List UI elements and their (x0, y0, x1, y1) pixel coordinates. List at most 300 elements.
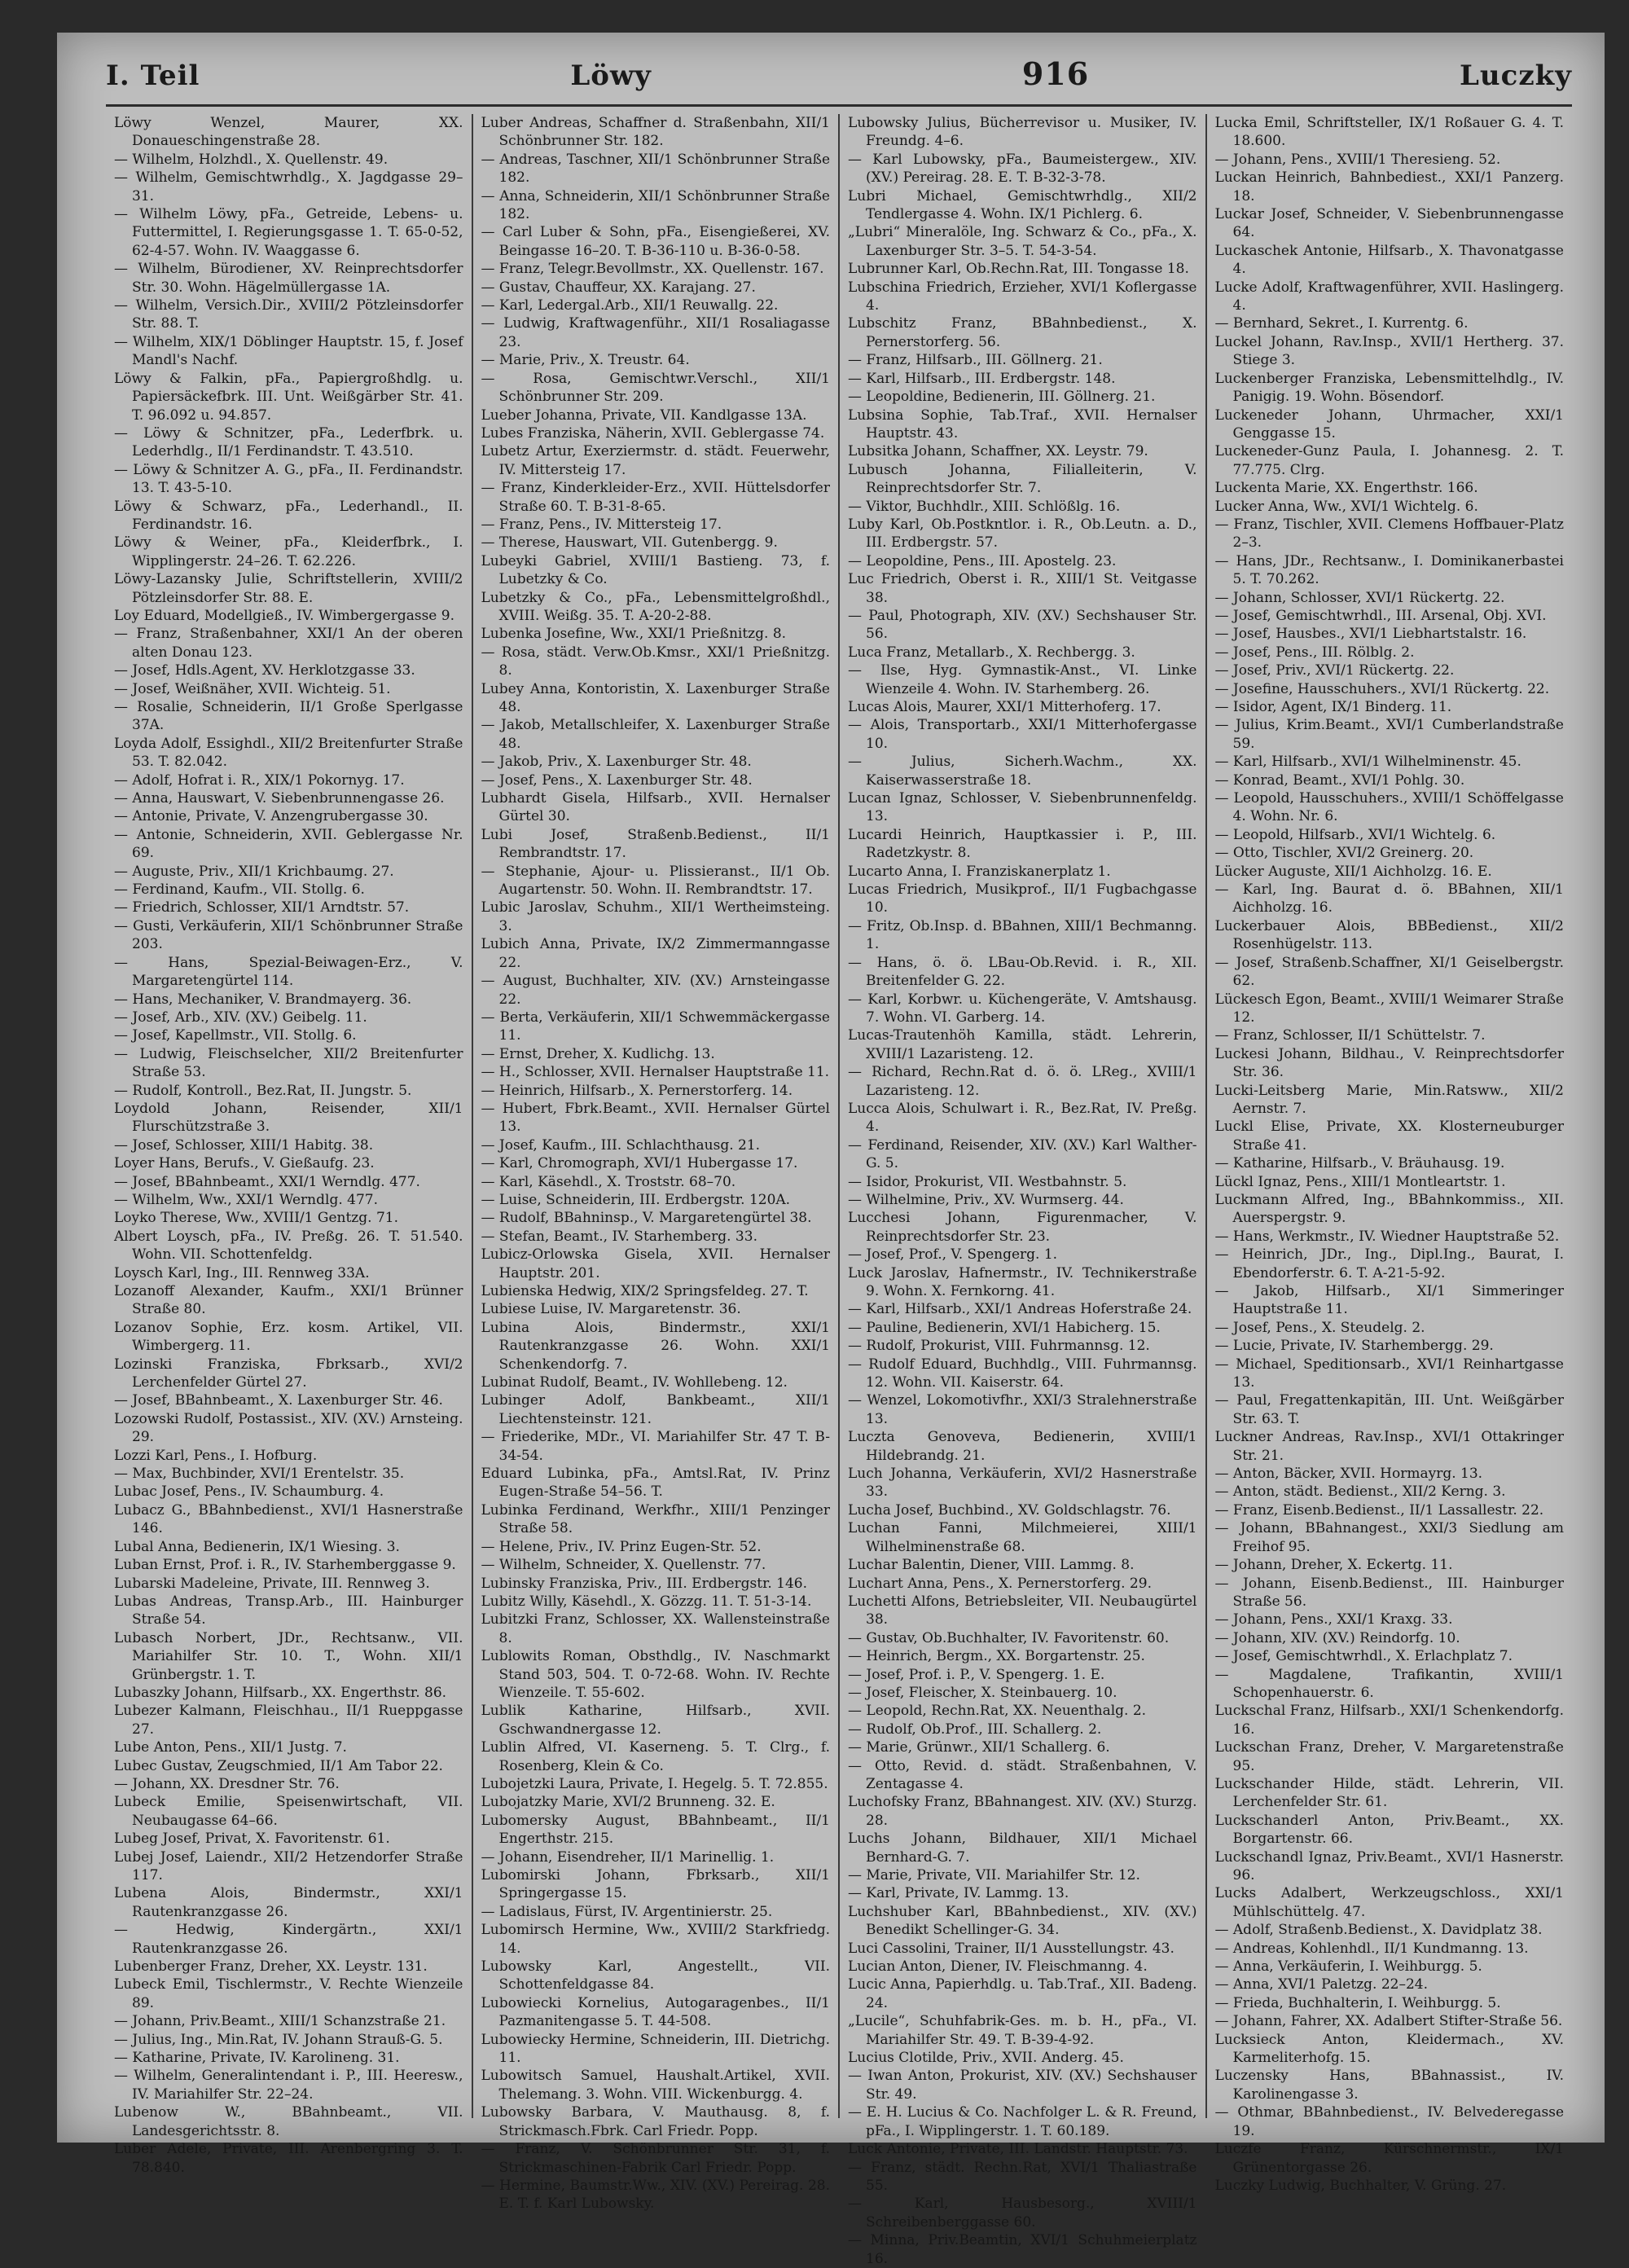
directory-entry: — Wilhelm, Bürodiener, XV. Reinprechtsdorfer Str. 30. Wohn. Hägelmüllergasse 1A. (114, 261, 463, 296)
directory-entry: — Johann, Schlosser, XVI/1 Rückertg. 22. (1214, 589, 1505, 606)
directory-entry: Lubinsky Franziska, Priv., III. Erdbergstr. 146. (481, 1575, 808, 1592)
directory-entry: Luckan Heinrich, Bahnbediest., XXI/1 Panzerg. 18. (1214, 169, 1564, 204)
directory-entry: Lozanov Sophie, Erz. kosm. Artikel, VII. Wimbergerg. 11. (114, 1319, 463, 1355)
directory-entry: Lublowits Roman, Obsthdlg., IV. Naschmarkt Stand 503, 504. T. 0-72-68. Wohn. IV. Rechte Wienzeile. T. 55-602. (481, 1648, 830, 1701)
directory-entry: — Johann, XX. Dresdner Str. 76. (114, 1775, 340, 1792)
directory-entry: Luber Adele, Private, III. Arenbergring 3. T. 78.840. (114, 2141, 463, 2176)
directory-entry: — Hubert, Fbrk.Beamt., XVII. Hernalser Gürtel 13. (481, 1100, 830, 1136)
directory-entry: Lubomirski Johann, Fbrksarb., XII/1 Springergasse 15. (481, 1867, 830, 1902)
directory-entry: Luchan Fanni, Milchmeierei, XIII/1 Wilhelminenstraße 68. (848, 1520, 1197, 1555)
directory-entry: Luban Ernst, Prof. i. R., IV. Starhemberggasse 9. (114, 1557, 456, 1574)
directory-entry: Luckschandl Ignaz, Priv.Beamt., XVI/1 Hasnerstr. 96. (1214, 1848, 1564, 1883)
directory-entry: — Wilhelm, Generalintendant i. P., III. Heeresw., IV. Mariahilfer Str. 22–24. (114, 2068, 463, 2103)
directory-entry: — Antonie, Schneiderin, XVII. Geblergasse Nr. 69. (114, 826, 463, 862)
directory-entry: — Anna, XVI/1 Paletzg. 22–24. (1214, 1976, 1429, 1993)
directory-entry: Eduard Lubinka, pFa., Amtsl.Rat, IV. Prinz Eugen-Straße 54–56. T. (481, 1466, 830, 1501)
directory-entry: Luckel Johann, Rav.Insp., XVII/1 Hertherg. 37. Stiege 3. (1214, 333, 1564, 369)
directory-entry: — Johann, Eisenb.Bedienst., III. Hainburger Straße 56. (1214, 1575, 1564, 1610)
directory-entry: Lubsitka Johann, Schaffner, XX. Leystr. 79. (848, 443, 1148, 460)
directory-entry: — Wilhelm, XIX/1 Döblinger Hauptstr. 15, f. Josef Mandl's Nachf. (114, 333, 463, 369)
directory-entry: „Lubri“ Mineralöle, Ing. Schwarz & Co., pFa., X. Laxenburger Str. 3–5. T. 54-3-54. (848, 224, 1197, 259)
directory-entry: Lubaszky Johann, Hilfsarb., XX. Engerthstr. 86. (114, 1684, 447, 1701)
directory-entry: — Josef, Priv., XVI/1 Rückertg. 22. (1214, 662, 1455, 679)
directory-entry: Lubinat Rudolf, Beamt., IV. Wohllebeng. 12. (481, 1374, 788, 1391)
directory-entry: Lubienska Hedwig, XIX/2 Springsfeldeg. 27. T. (481, 1283, 809, 1299)
directory-entry: — Johann, XIV. (XV.) Reindorfg. 10. (1214, 1629, 1460, 1646)
directory-entry: — Wilhelmine, Priv., XV. Wurmserg. 44. (848, 1191, 1124, 1208)
directory-entry: — Gusti, Verkäuferin, XII/1 Schönbrunner Straße 203. (114, 917, 463, 953)
directory-entry: — Johann, BBahnangest., XXI/3 Siedlung am Freihof 95. (1214, 1520, 1564, 1555)
directory-entry: — Karl, Hausbesorg., XVIII/1 Schreibenberggasse 60. (848, 2195, 1197, 2231)
directory-entry: — Anton, städt. Bedienst., XII/2 Kerng. 3. (1214, 1483, 1506, 1501)
directory-entry: — Karl, Käsehdl., X. Troststr. 68–70. (481, 1173, 736, 1190)
directory-entry: Luch Johanna, Verkäuferin, XVI/2 Hasnerstraße 33. (848, 1466, 1197, 1501)
directory-entry: — Franz, Eisenb.Bedienst., II/1 Lassallestr. 22. (1214, 1501, 1544, 1519)
directory-entry: — Josef, BBahnbeamt., X. Laxenburger Str. 46. (114, 1392, 443, 1409)
directory-entry: — Jakob, Hilfsarb., XI/1 Simmeringer Hauptstraße 11. (1214, 1283, 1564, 1318)
directory-entry: Lubacz G., BBahnbedienst., XVI/1 Hasnerstraße 146. (114, 1501, 463, 1537)
directory-entry: — Wilhelm, Schneider, X. Quellenstr. 77. (481, 1557, 766, 1574)
directory-entry: Lucka Emil, Schriftsteller, IX/1 Roßauer G. 4. T. 18.600. (1214, 115, 1564, 150)
directory-entry: — Johann, Dreher, X. Eckertg. 11. (1214, 1557, 1453, 1574)
directory-entry: — Wenzel, Lokomotivfhr., XXI/3 Stralehnerstraße 13. (848, 1392, 1197, 1427)
directory-entry: Lubetz Artur, Exerziermstr. d. städt. Feuerwehr, IV. Mittersteig 17. (481, 443, 830, 478)
directory-entry: — Katharine, Private, IV. Karolineng. 31. (114, 2050, 400, 2067)
directory-entry: Luchar Balentin, Diener, VIII. Lammg. 8. (848, 1557, 1135, 1574)
directory-entry: Lubeck Emil, Tischlermstr., V. Rechte Wienzeile 89. (114, 1976, 463, 2011)
directory-entry: — Adolf, Straßenb.Bedienst., X. Davidplatz 38. (1214, 1922, 1543, 1939)
directory-entry: — H., Schlosser, XVII. Hernalser Hauptstraße 11. (481, 1064, 830, 1081)
directory-entry: Luchshuber Karl, BBahnbedienst., XIV. (XV.) Benedikt Schellinger-G. 34. (848, 1903, 1197, 1939)
directory-entry: Lucas-Trautenhöh Kamilla, städt. Lehrerin, XVIII/1 Lazaristeng. 12. (848, 1027, 1197, 1062)
directory-entry: — Frieda, Buchhalterin, I. Weihburgg. 5. (1214, 1994, 1501, 2011)
directory-entry: — Leopold, Hilfsarb., XVI/1 Wichtelg. 6. (1214, 826, 1496, 843)
directory-entry: Lubusch Johanna, Filialleiterin, V. Reinprechtsdorfer Str. 7. (848, 461, 1197, 497)
directory-entry: Lubenow W., BBahnbeamt., VII. Landesgerichtsstr. 8. (114, 2104, 463, 2139)
directory-entry: Lubac Josef, Pens., IV. Schaumburg. 4. (114, 1483, 384, 1501)
directory-entry: — Löwy & Schnitzer A. G., pFa., II. Ferdinandstr. 13. T. 43-5-10. (114, 461, 463, 497)
directory-entry: — Karl, Ledergal.Arb., XII/1 Reuwallg. 22. (481, 297, 779, 314)
directory-entry: Lubiese Luise, IV. Margaretenstr. 36. (481, 1301, 741, 1318)
directory-entry: Lücker Auguste, XII/1 Aichholzg. 16. E. (1214, 863, 1492, 880)
directory-entry: — Friederike, MDr., VI. Mariahilfer Str. 47 T. B-34-54. (481, 1429, 830, 1464)
directory-entry: — Isidor, Agent, IX/1 Binderg. 11. (1214, 699, 1452, 715)
directory-entry: — Josef, Fleischer, X. Steinbauerg. 10. (848, 1684, 1117, 1701)
directory-entry: Lucksieck Anton, Kleidermach., XV. Karmeliterhofg. 15. (1214, 2031, 1564, 2067)
directory-entry: — Paul, Fregattenkapitän, III. Unt. Weißgärber Str. 63. T. (1214, 1392, 1564, 1427)
directory-entry: Lubezer Kalmann, Fleischhau., II/1 Rueppgasse 27. (114, 1703, 463, 1738)
directory-entry: — Karl, Korbwr. u. Küchengeräte, V. Amtshausg. 7. Wohn. VI. Garberg. 14. (848, 991, 1197, 1026)
directory-entry: — Isidor, Prokurist, VII. Westbahnstr. 5. (848, 1173, 1127, 1190)
column-1 (106, 114, 473, 2176)
directory-entry: Lubeyki Gabriel, XVIII/1 Bastieng. 73, f. Lubetzky & Co. (481, 552, 830, 588)
directory-entry: — Auguste, Priv., XII/1 Krichbaumg. 27. (114, 863, 394, 880)
directory-entry: — Julius, Sicherh.Wachm., XX. Kaiserwasserstraße 18. (848, 754, 1197, 789)
directory-entry: Luc Friedrich, Oberst i. R., XIII/1 St. Veitgasse 38. (848, 571, 1197, 606)
directory-entry: Lucan Ignaz, Schlosser, V. Siebenbrunnenfeldg. 13. (848, 790, 1197, 825)
directory-entry: Luckeneder-Gunz Paula, I. Johannesg. 2. T. 77.775. Clrg. (1214, 443, 1564, 478)
directory-entry: — Hans, ö. ö. LBau-Ob.Revid. i. R., XII. Breitenfelder G. 22. (848, 954, 1197, 990)
directory-entry: Luckesi Johann, Bildhau., V. Reinprechtsdorfer Str. 36. (1214, 1045, 1564, 1081)
directory-entry: — Josef, Straßenb.Schaffner, XI/1 Geiselbergstr. 62. (1214, 954, 1564, 990)
directory-entry: — Franz, Kinderkleider-Erz., XVII. Hüttelsdorfer Straße 60. T. B-31-8-65. (481, 480, 830, 515)
directory-entry: Luckmann Alfred, Ing., BBahnkommiss., XII. Auerspergstr. 9. (1214, 1191, 1564, 1227)
directory-entry: — Josef, Kaufm., III. Schlachthausg. 21. (481, 1136, 761, 1154)
directory-entry: — Josef, BBahnbeamt., XXI/1 Werndlg. 477. (114, 1173, 420, 1190)
directory-entry: — Othmar, BBahnbedienst., IV. Belvederegasse 19. (1214, 2104, 1564, 2139)
column-3 (840, 114, 1207, 2267)
directory-entry: — Rudolf, Ob.Prof., III. Schallerg. 2. (848, 1721, 1102, 1738)
directory-entry: — Helene, Priv., IV. Prinz Eugen-Str. 52. (481, 1538, 762, 1555)
directory-entry: — Ludwig, Fleischselcher, XII/2 Breitenfurter Straße 53. (114, 1045, 463, 1081)
directory-entry: Lubojetzki Laura, Private, I. Hegelg. 5. T. 72.855. (481, 1775, 828, 1792)
directory-entry: Lubrunner Karl, Ob.Rechn.Rat, III. Tongasse 18. (848, 261, 1189, 278)
directory-entry: Luczensky Hans, BBahnassist., IV. Karolinengasse 3. (1214, 2068, 1564, 2103)
directory-entry: — Rosa, Gemischtwr.Verschl., XII/1 Schönbrunner Str. 209. (481, 370, 830, 406)
directory-entry: Luckerbauer Alois, BBBedienst., XII/2 Rosenhügelstr. 113. (1214, 917, 1564, 953)
directory-entry: Luchetti Alfons, Betriebsleiter, VII. Neubaugürtel 38. (848, 1593, 1197, 1628)
directory-entry: Lubitz Willy, Käsehdl., X. Gözzg. 11. T. 51-3-14. (481, 1593, 812, 1610)
directory-entry: Albert Loysch, pFa., IV. Preßg. 26. T. 51.540. Wohn. VII. Schottenfeldg. (114, 1228, 463, 1264)
directory-entry: Luci Cassolini, Trainer, II/1 Ausstellungstr. 43. (848, 1940, 1175, 1957)
directory-entry: — Josef, Prof. i. P., V. Spengerg. 1. E. (848, 1666, 1105, 1683)
directory-entry: — Anna, Hauswart, V. Siebenbrunnengasse 26. (114, 790, 445, 807)
directory-entry: — Jakob, Priv., X. Laxenburger Str. 48. (481, 754, 752, 771)
directory-entry: Luchofsky Franz, BBahnangest. XIV. (XV.) Sturzg. 28. (848, 1794, 1197, 1829)
directory-entry: — Konrad, Beamt., XVI/1 Pohlg. 30. (1214, 771, 1465, 789)
directory-entry: — Rudolf, Kontroll., Bez.Rat, II. Jungstr. 5. (114, 1082, 412, 1099)
directory-entry: — Fritz, Ob.Insp. d. BBahnen, XIII/1 Bechmanng. 1. (848, 917, 1197, 953)
directory-entry: Lubhardt Gisela, Hilfsarb., XVII. Hernalser Gürtel 30. (481, 790, 830, 825)
directory-entry: — Ladislaus, Fürst, IV. Argentinierstr. 25. (481, 1903, 773, 1920)
directory-entry: — Leopoldine, Pens., III. Apostelg. 23. (848, 552, 1117, 569)
directory-entry: Lubomirsch Hermine, Ww., XVIII/2 Starkfriedg. 14. (481, 1922, 830, 1957)
directory-entry: Luczky Ludwig, Buchhalter, V. Grüng. 27. (1214, 2177, 1507, 2194)
directory-entry: Lucki-Leitsberg Marie, Min.Ratsww., XII/2 Aernstr. 7. (1214, 1082, 1564, 1117)
directory-entry: Luck Antonie, Private, III. Landstr. Hauptstr. 73. (848, 2141, 1188, 2158)
directory-entry: Luczfe Franz, Kürschnermstr., IX/1 Grünentorgasse 26. (1214, 2141, 1564, 2176)
directory-entry: — Josef, Kapellmstr., VII. Stollg. 6. (114, 1027, 357, 1044)
directory-entry: — Franz, Schlosser, II/1 Schüttelstr. 7. (1214, 1027, 1486, 1044)
directory-entry: — Ludwig, Kraftwagenführ., XII/1 Rosaliagasse 23. (481, 315, 830, 350)
directory-entry: — Johann, Pens., XVIII/1 Theresieng. 52. (1214, 151, 1501, 168)
directory-entry: — Ilse, Hyg. Gymnastik-Anst., VI. Linke Wienzeile 4. Wohn. IV. Starhemberg. 26. (848, 662, 1197, 697)
directory-entry: Loyko Therese, Ww., XVIII/1 Gentzg. 71. (114, 1210, 398, 1227)
directory-entry: — Hans, Spezial-Beiwagen-Erz., V. Margaretengürtel 114. (114, 954, 463, 990)
directory-entry: Lubal Anna, Bedienerin, IX/1 Wiesing. 3. (114, 1538, 400, 1555)
directory-entry: — Franz, Hilfsarb., III. Göllnerg. 21. (848, 352, 1103, 369)
directory-entry: — Gustav, Chauffeur, XX. Karajang. 27. (481, 279, 756, 296)
directory-entry: — Adolf, Hofrat i. R., XIX/1 Pokornyg. 17. (114, 771, 405, 789)
directory-entry: Lucker Anna, Ww., XVI/1 Wichtelg. 6. (1214, 498, 1478, 515)
directory-entry: Lückesch Egon, Beamt., XVIII/1 Weimarer Straße 12. (1214, 991, 1564, 1026)
directory-entry: — Franz, Pens., IV. Mittersteig 17. (481, 516, 722, 533)
directory-entry: — Therese, Hauswart, VII. Gutenbergg. 9. (481, 534, 778, 552)
directory-entry: Luckenta Marie, XX. Engerthstr. 166. (1214, 480, 1478, 497)
directory-entry: — Rosa, städt. Verw.Ob.Kmsr., XXI/1 Prießnitzg. 8. (481, 644, 830, 679)
directory-entry: — Josef, Weißnäher, XVII. Wichteig. 51. (114, 680, 391, 697)
directory-entry: — Josef, Gemischtwrhdl., X. Erlachplatz 7. (1214, 1648, 1513, 1665)
directory-entry: Löwy & Falkin, pFa., Papiergroßhdlg. u. Papiersäckefbrk. III. Unt. Weißgärber Str. 41. T. 96.092 u. 94.857. (114, 370, 463, 424)
directory-entry: — Carl Luber & Sohn, pFa., Eisengießerei, XV. Beingasse 16–20. T. B-36-110 u. B-36-0-58. (481, 224, 830, 259)
directory-entry: Luck Jaroslav, Hafnermstr., IV. Technikerstraße 9. Wohn. X. Fernkorng. 41. (848, 1264, 1197, 1299)
page-number: 916 (1021, 55, 1090, 92)
directory-entry: — Richard, Rechn.Rat d. ö. ö. LReg., XVIII/1 Lazaristeng. 12. (848, 1064, 1197, 1099)
directory-entry: Lucke Adolf, Kraftwagenführer, XVII. Haslingerg. 4. (1214, 279, 1564, 314)
directory-entry: Loyer Hans, Berufs., V. Gießaufg. 23. (114, 1155, 375, 1172)
directory-entry: — Marie, Grünwr., XII/1 Schallerg. 6. (848, 1739, 1110, 1756)
directory-entry: Lubinka Ferdinand, Werkfhr., XIII/1 Penzinger Straße 58. (481, 1501, 830, 1537)
directory-entry: — Ernst, Dreher, X. Kudlichg. 13. (481, 1045, 715, 1062)
directory-entry: — Hans, JDr., Rechtsanw., I. Dominikanerbastei 5. T. 70.262. (1214, 552, 1564, 588)
directory-entry: Luckschander Hilde, städt. Lehrerin, VII. Lerchenfelder Str. 61. (1214, 1775, 1564, 1811)
directory-entry: Lozanoff Alexander, Kaufm., XXI/1 Brünner Straße 80. (114, 1283, 463, 1318)
directory-entry: Lubas Andreas, Transp.Arb., III. Hainburger Straße 54. (114, 1593, 463, 1628)
directory-entry: Lubasch Norbert, JDr., Rechtsanw., VII. Mariahilfer Str. 10. T., Wohn. XII/1 Grünbergstr. 1. T. (114, 1629, 463, 1683)
directory-entry: Lubic Jaroslav, Schuhm., XII/1 Wertheimsteing. 3. (481, 899, 830, 934)
directory-entry: Lucchesi Johann, Figurenmacher, V. Reinprechtsdorfer Str. 23. (848, 1210, 1197, 1245)
directory-entry: — Paul, Photograph, XIV. (XV.) Sechshauser Str. 56. (848, 607, 1197, 643)
directory-entry: Lucas Alois, Maurer, XXI/1 Mitterhoferg. 17. (848, 699, 1161, 715)
directory-entry: Lublin Alfred, VI. Kaserneng. 5. T. Clrg., f. Rosenberg, Klein & Co. (481, 1739, 830, 1774)
columns (106, 114, 1572, 2267)
directory-page (57, 33, 1605, 2267)
directory-entry: Lubowsky Karl, Angestellt., VII. Schottenfeldgasse 84. (481, 1958, 830, 1993)
directory-entry: Lubowiecky Hermine, Schneiderin, III. Dietrichg. 11. (481, 2031, 830, 2067)
directory-entry: — Andreas, Kohlenhdl., II/1 Kundmanng. 13. (1214, 1940, 1529, 1957)
directory-entry: Lublik Katharine, Hilfsarb., XVII. Gschwandnergasse 12. (481, 1703, 830, 1738)
directory-entry: — Johann, Priv.Beamt., XIII/1 Schanzstraße 21. (114, 2013, 446, 2030)
directory-entry: — Hans, Mechaniker, V. Brandmayerg. 36. (114, 991, 412, 1008)
directory-entry: Luczta Genoveva, Bedienerin, XVIII/1 Hildebrandg. 21. (848, 1429, 1197, 1464)
directory-entry: — Hedwig, Kindergärtn., XXI/1 Rautenkranzgasse 26. (114, 1922, 463, 1957)
directory-entry: — Franz, V. Schönbrunner Str. 31, f. Strickmaschinen-Fabrik Carl Friedr. Popp. (481, 2141, 830, 2176)
directory-entry: — Josef, Arb., XIV. (XV.) Geibelg. 11. (114, 1009, 367, 1026)
directory-entry: — Marie, Private, VII. Mariahilfer Str. 12. (848, 1867, 1140, 1883)
directory-entry: — Anna, Verkäuferin, I. Weihburgg. 5. (1214, 1958, 1482, 1976)
directory-entry: Löwy & Weiner, pFa., Kleiderfbrk., I. Wipplingerstr. 24–26. T. 62.226. (114, 534, 463, 569)
directory-entry: — Josef, Pens., X. Steudelg. 2. (1214, 1319, 1425, 1336)
directory-entry: — Lucie, Private, IV. Starhembergg. 29. (1214, 1338, 1494, 1355)
directory-entry: Luckschanderl Anton, Priv.Beamt., XX. Borgartenstr. 66. (1214, 1812, 1564, 1848)
directory-entry: Lucian Anton, Diener, IV. Fleischmanng. 4. (848, 1958, 1148, 1976)
directory-entry: Lubina Alois, Bindermstr., XXI/1 Rautenkranzgasse 26. Wohn. XXI/1 Schenkendorfg. 7. (481, 1319, 830, 1373)
directory-entry: Lubsina Sophie, Tab.Traf., XVII. Hernalser Hauptstr. 43. (848, 407, 1197, 442)
directory-entry: Luber Andreas, Schaffner d. Straßenbahn, XII/1 Schönbrunner Str. 182. (481, 115, 830, 150)
directory-entry: — Josef, Prof., V. Spengerg. 1. (848, 1246, 1058, 1264)
directory-entry: — Löwy & Schnitzer, pFa., Lederfbrk. u. Lederhdlg., II/1 Ferdinandstr. T. 43.510. (114, 424, 463, 460)
directory-entry: — Franz, städt. Rechn.Rat, XVI/1 Thaliastraße 55. (848, 2159, 1197, 2194)
left-keyword: Löwy (570, 59, 652, 92)
directory-entry: — Rudolf, Prokurist, VIII. Fuhrmannsg. 12. (848, 1338, 1150, 1355)
directory-entry: — Iwan Anton, Prokurist, XIV. (XV.) Sechshauser Str. 49. (848, 2068, 1197, 2103)
directory-entry: — E. H. Lucius & Co. Nachfolger L. & R. Freund, pFa., I. Wipplingerstr. 1. T. 60.189. (848, 2104, 1197, 2139)
directory-entry: Loyda Adolf, Essighdl., XII/2 Breitenfurter Straße 53. T. 82.042. (114, 735, 463, 771)
directory-entry: — Heinrich, JDr., Ing., Dipl.Ing., Baurat, I. Ebendorferstr. 6. T. A-21-5-92. (1214, 1246, 1564, 1281)
directory-entry: Luckenberger Franziska, Lebensmittelhdlg., IV. Panigig. 19. Wohn. Bösendorf. (1214, 370, 1564, 406)
directory-entry: — Johann, Pens., XXI/1 Kraxg. 33. (1214, 1611, 1453, 1628)
directory-entry: — August, Buchhalter, XIV. (XV.) Arnsteingasse 22. (481, 973, 830, 1008)
directory-entry: — Josef, Pens., III. Rölblg. 2. (1214, 644, 1415, 661)
directory-entry: Lubetzky & Co., pFa., Lebensmittelgroßhdl., XVIII. Weißg. 35. T. A-20-2-88. (481, 589, 830, 624)
directory-entry: Lubej Josef, Laiendr., XII/2 Hetzendorfer Straße 117. (114, 1848, 463, 1883)
directory-entry: — Heinrich, Bergm., XX. Borgartenstr. 25. (848, 1648, 1145, 1665)
directory-entry: — Franz, Straßenbahner, XXI/1 An der oberen alten Donau 123. (114, 626, 463, 661)
directory-entry: Luckschan Franz, Dreher, V. Margaretenstraße 95. (1214, 1739, 1564, 1774)
directory-entry: — Wilhelm, Gemischtwrhdlg., X. Jagdgasse 29–31. (114, 169, 463, 204)
directory-entry: Lubarski Madeleine, Private, III. Rennweg 3. (114, 1575, 430, 1592)
directory-entry: — Anton, Bäcker, XVII. Hormayrg. 13. (1214, 1466, 1483, 1483)
directory-entry: — Friedrich, Schlosser, XII/1 Arndtstr. 57. (114, 899, 410, 916)
directory-entry: Luckar Josef, Schneider, V. Siebenbrunnengasse 64. (1214, 206, 1564, 241)
directory-entry: — Stephanie, Ajour- u. Plissieranst., II/1 Ob. Augartenstr. 50. Wohn. II. Rembrandtstr. 17. (481, 863, 830, 899)
directory-entry: Lubomersky August, BBahnbeamt., II/1 Engerthstr. 215. (481, 1812, 830, 1848)
directory-entry: Lubey Anna, Kontoristin, X. Laxenburger Straße 48. (481, 680, 830, 715)
directory-entry: — Antonie, Private, V. Anzengrubergasse 30. (114, 808, 428, 825)
directory-entry: — Julius, Krim.Beamt., XVI/1 Cumberlandstraße 59. (1214, 717, 1564, 752)
directory-entry: — Michael, Speditionsarb., XVI/1 Reinhartgasse 13. (1214, 1356, 1564, 1391)
directory-entry: — Leopold, Hausschuhers., XVIII/1 Schöffelgasse 4. Wohn. Nr. 6. (1214, 790, 1564, 825)
directory-entry: Lubowsky Julius, Bücherrevisor u. Musiker, IV. Freundg. 4–6. (848, 115, 1197, 150)
right-keyword: Luczky (1460, 59, 1572, 92)
directory-entry: Lueber Johanna, Private, VII. Kandlgasse 13A. (481, 407, 807, 424)
directory-entry: — Ferdinand, Kaufm., VII. Stollg. 6. (114, 881, 365, 899)
directory-entry: Lucha Josef, Buchbind., XV. Goldschlagstr. 76. (848, 1501, 1171, 1519)
directory-entry: Lubenka Josefine, Ww., XXI/1 Prießnitzg. 8. (481, 626, 787, 643)
directory-entry: Luca Franz, Metallarb., X. Rechbergg. 3. (848, 644, 1135, 661)
directory-entry: Lubec Gustav, Zeugschmied, II/1 Am Tabor 22. (114, 1757, 443, 1774)
page-header (106, 55, 1572, 107)
directory-entry: Löwy Wenzel, Maurer, XX. Donaueschingenstraße 28. (114, 115, 463, 150)
directory-entry: — Josef, Hausbes., XVI/1 Liebhartstalstr. 16. (1214, 626, 1527, 643)
directory-entry: Luckner Andreas, Rav.Insp., XVI/1 Ottakringer Str. 21. (1214, 1429, 1564, 1464)
directory-entry: Luby Karl, Ob.Postkntlor. i. R., Ob.Leutn. a. D., III. Erdbergstr. 57. (848, 516, 1197, 552)
directory-entry: — Minna, Priv.Beamtin, XVI/1 Schuhmeierplatz 16. (848, 2232, 1197, 2267)
directory-entry: — Bernhard, Sekret., I. Kurrentg. 6. (1214, 315, 1469, 332)
directory-entry: Lubena Alois, Bindermstr., XXI/1 Rautenkranzgasse 26. (114, 1885, 463, 1920)
directory-entry: Lubri Michael, Gemischtwrhdlg., XII/2 Tendlergasse 4. Wohn. IX/1 Pichlerg. 6. (848, 187, 1197, 223)
directory-entry: „Lucile“, Schuhfabrik-Ges. m. b. H., pFa., VI. Mariahilfer Str. 49. T. B-39-4-92. (848, 2013, 1197, 2048)
directory-entry: — Wilhelm, Holzhdl., X. Quellenstr. 49. (114, 151, 389, 168)
directory-entry: Lubenberger Franz, Dreher, XX. Leystr. 131. (114, 1958, 428, 1976)
directory-entry: — Marie, Priv., X. Treustr. 64. (481, 352, 690, 369)
directory-entry: — Pauline, Bedienerin, XVI/1 Habicherg. 15. (848, 1319, 1161, 1336)
directory-entry: Löwy & Schwarz, pFa., Lederhandl., II. Ferdinandstr. 16. (114, 498, 463, 533)
directory-entry: Luchs Johann, Bildhauer, XII/1 Michael Bernhard-G. 7. (848, 1831, 1197, 1866)
directory-entry: — Gustav, Ob.Buchhalter, IV. Favoritenstr. 60. (848, 1629, 1170, 1646)
directory-entry: Loy Eduard, Modellgieß., IV. Wimbergergasse 9. (114, 607, 454, 624)
directory-entry: — Alois, Transportarb., XXI/1 Mitterhofergasse 10. (848, 717, 1197, 752)
directory-entry: — Johann, Eisendreher, II/1 Marinellig. 1. (481, 1848, 775, 1866)
directory-entry: Lozowski Rudolf, Postassist., XIV. (XV.) Arnsteing. 29. (114, 1410, 463, 1446)
directory-entry: Luckschal Franz, Hilfsarb., XXI/1 Schenkendorfg. 16. (1214, 1703, 1564, 1738)
directory-entry: — Karl Lubowsky, pFa., Baumeistergew., XIV. (XV.) Pereirag. 28. E. T. B-32-3-78. (848, 151, 1197, 187)
directory-entry: Lubes Franziska, Näherin, XVII. Geblergasse 74. (481, 424, 825, 442)
directory-entry: Lubinger Adolf, Bankbeamt., XII/1 Liechtensteinstr. 121. (481, 1392, 830, 1427)
directory-entry: Lubschina Friedrich, Erzieher, XVI/1 Koflergasse 4. (848, 279, 1197, 314)
directory-entry: Luchart Anna, Pens., X. Pernerstorferg. 29. (848, 1575, 1152, 1592)
directory-entry: — Anna, Schneiderin, XII/1 Schönbrunner Straße 182. (481, 187, 830, 223)
directory-entry: Lozzi Karl, Pens., I. Hofburg. (114, 1447, 318, 1464)
directory-entry: Lozinski Franziska, Fbrksarb., XVI/2 Lerchenfelder Gürtel 27. (114, 1356, 463, 1391)
directory-entry: Lucic Anna, Papierhdlg. u. Tab.Traf., XII. Badeng. 24. (848, 1976, 1197, 2011)
directory-entry: Lubschitz Franz, BBahnbedienst., X. Pernerstorferg. 56. (848, 315, 1197, 350)
directory-entry: — Franz, Telegr.Bevollmstr., XX. Quellenstr. 167. (481, 261, 824, 278)
directory-entry: — Karl, Private, IV. Lammg. 13. (848, 1885, 1069, 1902)
directory-entry: Lubeg Josef, Privat, X. Favoritenstr. 61. (114, 1831, 390, 1848)
directory-entry: Lucks Adalbert, Werkzeugschloss., XXI/1 Mühlschüttelg. 47. (1214, 1885, 1564, 1920)
directory-entry: Lubitzki Franz, Schlosser, XX. Wallensteinstraße 8. (481, 1611, 830, 1646)
directory-entry: Lube Anton, Pens., XII/1 Justg. 7. (114, 1739, 347, 1756)
directory-entry: Löwy-Lazansky Julie, Schriftstellerin, XVIII/2 Pötzleinsdorfer Str. 88. E. (114, 571, 463, 606)
directory-entry: — Magdalene, Trafikantin, XVIII/1 Schopenhauerstr. 6. (1214, 1666, 1564, 1701)
directory-entry: — Johann, Fahrer, XX. Adalbert Stifter-Straße 56. (1214, 2013, 1563, 2030)
directory-entry: — Luise, Schneiderin, III. Erdbergstr. 120A. (481, 1191, 791, 1208)
directory-entry: Lucardi Heinrich, Hauptkassier i. P., III. Radetzkystr. 8. (848, 826, 1197, 862)
directory-entry: Luckl Elise, Private, XX. Klosterneuburger Straße 41. (1214, 1119, 1564, 1154)
directory-entry: — Max, Buchbinder, XVI/1 Erentelstr. 35. (114, 1466, 405, 1483)
directory-entry: — Karl, Hilfsarb., III. Erdbergstr. 148. (848, 370, 1116, 387)
directory-entry: — Leopold, Rechn.Rat, XX. Neuenthalg. 2. (848, 1703, 1147, 1720)
directory-entry: — Karl, Chromograph, XVI/1 Hubergasse 17. (481, 1155, 798, 1172)
directory-entry: Lubojatzky Marie, XVI/2 Brunneng. 32. E. (481, 1794, 775, 1811)
directory-entry: Lubi Josef, Straßenb.Bedienst., II/1 Rembrandtstr. 17. (481, 826, 830, 862)
directory-entry: Lucca Alois, Schulwart i. R., Bez.Rat, IV. Preßg. 4. (848, 1100, 1197, 1136)
directory-entry: — Rudolf, BBahninsp., V. Margaretengürtel 38. (481, 1210, 812, 1227)
directory-entry: — Josef, Pens., X. Laxenburger Str. 48. (481, 771, 753, 789)
directory-entry: — Rosalie, Schneiderin, II/1 Große Sperlgasse 37A. (114, 699, 463, 734)
directory-entry: — Berta, Verkäuferin, XII/1 Schwemmäckergasse 11. (481, 1009, 830, 1044)
directory-entry: — Karl, Hilfsarb., XVI/1 Wilhelminenstr. 45. (1214, 754, 1521, 771)
directory-entry: — Katharine, Hilfsarb., V. Bräuhausg. 19. (1214, 1155, 1505, 1172)
directory-entry: Lucius Clotilde, Priv., XVII. Anderg. 45. (848, 2050, 1124, 2067)
directory-entry: Loydold Johann, Reisender, XII/1 Flurschützstraße 3. (114, 1100, 463, 1136)
directory-entry: — Franz, Tischler, XVII. Clemens Hoffbauer-Platz 2–3. (1214, 516, 1564, 552)
directory-entry: — Julius, Ing., Min.Rat, IV. Johann Strauß-G. 5. (114, 2031, 443, 2048)
directory-entry: — Josef, Gemischtwrhdl., III. Arsenal, Obj. XVI. (1214, 607, 1547, 624)
directory-entry: — Josef, Hdls.Agent, XV. Herklotzgasse 33. (114, 662, 415, 679)
directory-entry: — Ferdinand, Reisender, XIV. (XV.) Karl Walther-G. 5. (848, 1136, 1197, 1172)
directory-entry: — Wilhelm Löwy, pFa., Getreide, Lebens- u. Futtermittel, I. Regierungsgasse 1. T. 65-0-52, 62-4-57. Wohn. IV. Waaggasse 6. (114, 206, 463, 259)
directory-entry: — Jakob, Metallschleifer, X. Laxenburger Straße 48. (481, 717, 830, 752)
directory-entry: Loysch Karl, Ing., III. Rennweg 33A. (114, 1264, 370, 1281)
directory-entry: — Wilhelm, Ww., XXI/1 Werndlg. 477. (114, 1191, 378, 1208)
directory-entry: — Stefan, Beamt., IV. Starhemberg. 33. (481, 1228, 757, 1245)
directory-entry: Lubowitsch Samuel, Haushalt.Artikel, XVII. Thelemang. 3. Wohn. VIII. Wickenburgg. 4. (481, 2068, 830, 2103)
directory-entry: Lubeck Emilie, Speisenwirtschaft, VII. Neubaugasse 64–66. (114, 1794, 463, 1829)
directory-entry: — Andreas, Taschner, XII/1 Schönbrunner Straße 182. (481, 151, 830, 187)
column-2 (473, 114, 841, 2213)
directory-entry: Lubich Anna, Private, IX/2 Zimmermanngasse 22. (481, 936, 830, 971)
directory-entry: — Viktor, Buchhdlr., XIII. Schlößlg. 16. (848, 498, 1121, 515)
directory-entry: Lucas Friedrich, Musikprof., II/1 Fugbachgasse 10. (848, 881, 1197, 916)
directory-entry: Lubicz-Orlowska Gisela, XVII. Hernalser Hauptstr. 201. (481, 1246, 830, 1281)
directory-entry: — Wilhelm, Versich.Dir., XVIII/2 Pötzleinsdorfer Str. 88. T. (114, 297, 463, 332)
directory-entry: Lubowiecki Kornelius, Autogaragenbes., II/1 Pazmanitengasse 5. T. 44-508. (481, 1994, 830, 2030)
part-label: I. Teil (106, 59, 200, 92)
directory-entry: Lubowsky Barbara, V. Mauthausg. 8, f. Strickmasch.Fbrk. Carl Friedr. Popp. (481, 2104, 830, 2139)
directory-entry: — Hermine, Baumstr.Ww., XIV. (XV.) Pereirag. 28. E. T. f. Karl Lubowsky. (481, 2177, 830, 2213)
directory-entry: Luckeneder Johann, Uhrmacher, XXI/1 Genggasse 15. (1214, 407, 1564, 442)
column-4 (1207, 114, 1573, 2194)
directory-entry: — Leopoldine, Bedienerin, III. Göllnerg. 21. (848, 389, 1156, 406)
directory-entry: — Karl, Hilfsarb., XXI/1 Andreas Hoferstraße 24. (848, 1301, 1192, 1318)
directory-entry: — Otto, Tischler, XVI/2 Greinerg. 20. (1214, 845, 1474, 862)
directory-entry: — Josefine, Hausschuhers., XVI/1 Rückertg. 22. (1214, 680, 1550, 697)
directory-entry: — Karl, Ing. Baurat d. ö. BBahnen, XII/1 Aichholzg. 16. (1214, 881, 1564, 916)
directory-entry: — Rudolf Eduard, Buchhdlg., VIII. Fuhrmannsg. 12. Wohn. VII. Kaiserstr. 64. (848, 1356, 1197, 1391)
directory-entry: — Otto, Revid. d. städt. Straßenbahnen, V. Zentagasse 4. (848, 1757, 1197, 1792)
